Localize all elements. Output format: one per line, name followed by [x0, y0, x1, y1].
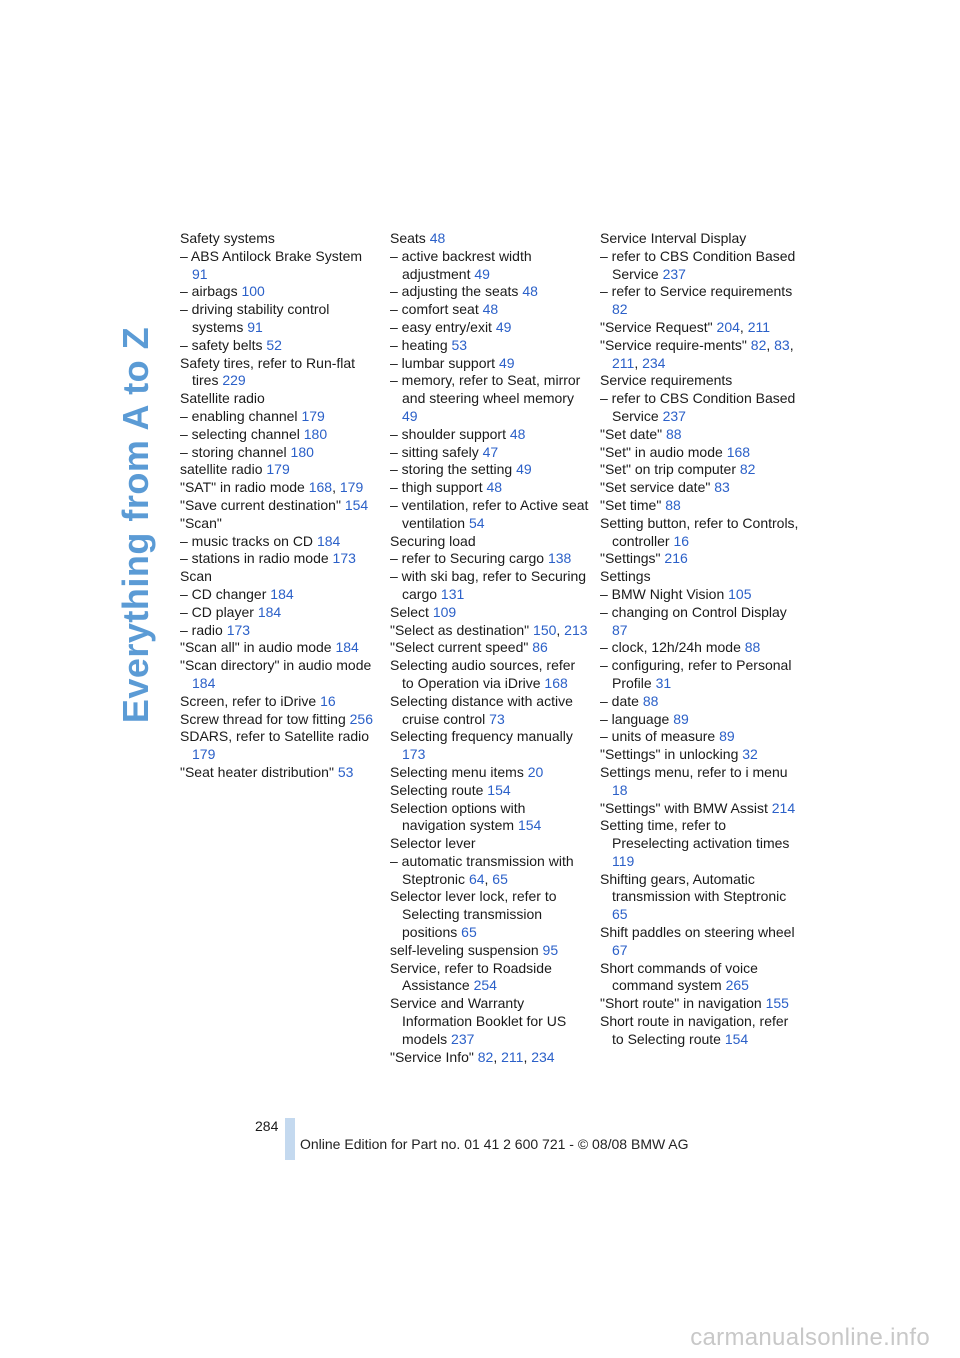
index-column-2	[390, 230, 590, 1066]
index-entry-text: SDARS, refer to Satellite radio	[180, 728, 370, 745]
index-entry	[600, 319, 800, 337]
page-reference-link[interactable]: 32	[742, 746, 758, 763]
page-reference-link[interactable]: 88	[665, 496, 681, 513]
index-entry-text: "Scan"	[180, 514, 222, 531]
page-reference-link[interactable]: 173	[226, 621, 251, 638]
index-entry-text: "Set" on trip computer	[600, 461, 740, 478]
index-entry	[600, 426, 800, 444]
index-entry	[390, 960, 590, 996]
index-entry-text: Screen, refer to iDrive	[180, 692, 321, 709]
page-reference-link[interactable]: 87	[612, 621, 628, 638]
page-reference-link[interactable]: 54	[468, 514, 485, 531]
page-reference-link[interactable]: 179	[301, 407, 325, 424]
index-entry	[390, 372, 590, 425]
page-reference-link[interactable]: 18	[612, 781, 628, 798]
index-entry-text: – sitting safely	[390, 443, 483, 460]
index-entry-text: – refer to CBS Condition Based Service	[600, 390, 796, 424]
index-column-1	[180, 230, 380, 782]
index-entry-text: Service requirements	[600, 372, 733, 389]
index-entry	[180, 408, 380, 426]
index-entry-text: "Seat heater distribution"	[180, 763, 338, 780]
index-entry-text: Short route in navigation, refer to Selecting route	[600, 1013, 789, 1047]
page-reference-link[interactable]: 16	[673, 532, 690, 549]
index-entry	[390, 942, 590, 960]
index-entry	[390, 248, 590, 284]
index-entry	[600, 390, 800, 426]
index-entry	[600, 1013, 800, 1049]
index-entry	[390, 337, 590, 355]
index-entry	[390, 604, 590, 622]
page-reference-link[interactable]: 179	[339, 479, 364, 496]
index-entry	[180, 764, 380, 782]
index-entry	[390, 995, 590, 1048]
index-entry-text: – changing on Control Display	[600, 603, 787, 620]
index-entry	[600, 657, 800, 693]
page-reference-link[interactable]: 49	[474, 265, 490, 282]
index-entry	[180, 550, 380, 568]
page-reference-link[interactable]: 48	[482, 301, 499, 318]
page-reference-link[interactable]: 168	[544, 674, 568, 691]
page-reference-link[interactable]: 168	[726, 443, 751, 460]
index-entry	[180, 568, 380, 586]
page-reference-link[interactable]: 184	[335, 639, 359, 656]
index-entry-text: – driving stability control systems	[180, 301, 330, 335]
page-reference-link[interactable]: 83	[714, 479, 730, 496]
index-entry	[180, 355, 380, 391]
page-reference-link[interactable]: 155	[765, 995, 789, 1012]
index-entry-text: – stations in radio mode	[180, 550, 333, 567]
index-entry	[390, 622, 590, 640]
index-entry	[390, 853, 590, 889]
page-ref-separator: ,	[789, 336, 794, 353]
page-reference-link[interactable]: 82	[739, 461, 756, 478]
index-entry	[600, 711, 800, 729]
index-entry-text: "Service Info"	[390, 1048, 478, 1065]
page-reference-link[interactable]: 89	[719, 728, 735, 745]
index-entry	[390, 426, 590, 444]
index-entry-text: Shift paddles on steering wheel	[600, 924, 795, 941]
index-entry-text: Safety systems	[180, 230, 275, 246]
index-entry-text: Service, refer to Roadside Assistance	[390, 959, 552, 994]
index-entry-text: – with ski bag, refer to Securing cargo	[390, 568, 587, 602]
index-entry	[390, 301, 590, 319]
index-entry	[180, 497, 380, 515]
index-entry-text: Selector lever	[390, 835, 476, 852]
index-entry-text: – selecting channel	[180, 425, 304, 442]
index-entry-text: "Service Request"	[600, 318, 717, 335]
index-entry-text: – airbags	[180, 283, 242, 300]
index-entry	[600, 444, 800, 462]
page-reference-link[interactable]: 211	[747, 318, 771, 335]
page-reference-link[interactable]: 67	[612, 941, 628, 958]
page-reference-link[interactable]: 229	[222, 372, 246, 389]
index-entry-text: Settings	[600, 568, 651, 585]
page-reference-link[interactable]: 88	[744, 639, 761, 656]
page-reference-link[interactable]: 184	[257, 603, 282, 620]
page-reference-link[interactable]: 254	[473, 977, 497, 994]
index-entry-text: "Short route" in navigation	[600, 995, 766, 1012]
page-ref-separator: ,	[634, 354, 643, 371]
index-entry	[390, 728, 590, 764]
index-entry	[390, 568, 590, 604]
page-reference-link[interactable]: 184	[192, 674, 216, 691]
page-reference-link[interactable]: 73	[489, 710, 505, 727]
page-reference-link[interactable]: 48	[522, 283, 538, 300]
page-reference-link[interactable]: 91	[192, 265, 208, 282]
page-ref-separator: ,	[739, 318, 748, 335]
index-entry	[600, 230, 800, 248]
page-reference-link[interactable]: 100	[241, 283, 265, 300]
index-column-3	[600, 230, 800, 1049]
page-reference-link[interactable]: 234	[531, 1048, 555, 1065]
page-reference-link[interactable]: 105	[728, 585, 752, 602]
index-entry	[600, 800, 800, 818]
index-entry-text: Seats	[390, 230, 430, 246]
page-ref-separator: ,	[332, 479, 340, 496]
index-entry-text: Shifting gears, Automatic transmission with Steptronic	[600, 870, 787, 905]
page-ref-separator: ,	[523, 1048, 532, 1065]
page-reference-link[interactable]: 65	[612, 906, 628, 923]
index-entry-text: satellite radio	[180, 461, 267, 478]
page-ref-separator: ,	[556, 621, 565, 638]
page-reference-link[interactable]: 214	[771, 799, 796, 816]
page-reference-link[interactable]: 179	[266, 461, 290, 478]
page-reference-link[interactable]: 154	[344, 496, 369, 513]
index-entry-text: – CD player	[180, 603, 258, 620]
index-entry	[600, 568, 800, 586]
index-entry	[390, 355, 590, 373]
index-entry-text: Setting button, refer to Controls, controller	[600, 514, 799, 549]
index-entry	[600, 728, 800, 746]
page-reference-link[interactable]: 237	[662, 265, 686, 282]
index-entry	[390, 782, 590, 800]
index-entry	[390, 800, 590, 836]
page-reference-link[interactable]: 16	[320, 692, 336, 709]
page-reference-link[interactable]: 213	[564, 621, 588, 638]
index-entry-text: Selecting route	[390, 781, 488, 798]
page-reference-link[interactable]: 237	[662, 407, 686, 424]
index-entry	[180, 444, 380, 462]
index-entry	[390, 444, 590, 462]
index-entry-text: "Save current destination"	[180, 496, 345, 513]
index-entry-text: Selecting audio sources, refer to Operation via iDrive	[390, 657, 576, 691]
index-entry-text: Satellite radio	[180, 390, 265, 407]
index-entry	[600, 248, 800, 284]
page-reference-link[interactable]: 52	[266, 336, 282, 353]
page-reference-link[interactable]: 95	[542, 941, 559, 958]
index-entry	[390, 888, 590, 941]
index-entry	[180, 711, 380, 729]
page-reference-link[interactable]: 49	[402, 407, 418, 424]
index-entry-text: "Scan all" in audio mode	[180, 639, 336, 656]
index-entry-text: – refer to Service requirements	[600, 283, 793, 300]
page-reference-link[interactable]: 211	[612, 354, 635, 371]
page-ref-separator: ,	[493, 1048, 502, 1065]
index-entry-text: "Set service date"	[600, 479, 715, 496]
index-entry-text: "Settings"	[600, 550, 665, 567]
index-entry-text: Short commands of voice command system	[600, 959, 758, 994]
page-reference-link[interactable]: 265	[725, 977, 749, 994]
index-entry	[180, 461, 380, 479]
index-entry-text: Select	[390, 603, 433, 620]
index-entry	[600, 604, 800, 640]
index-entry	[600, 817, 800, 870]
page-reference-link[interactable]: 49	[495, 318, 512, 335]
page-reference-link[interactable]: 180	[303, 425, 328, 442]
index-entry-text: – lumbar support	[390, 354, 499, 371]
index-entry	[390, 533, 590, 551]
index-entry-text: Selecting frequency manually	[390, 728, 573, 745]
index-entry-text: "Select current speed"	[390, 639, 533, 656]
index-entry-text: – refer to Securing cargo	[390, 550, 548, 567]
page-reference-link[interactable]: 237	[451, 1030, 475, 1047]
page-reference-link[interactable]: 64	[468, 870, 485, 887]
index-entry-text: self-leveling suspension	[390, 941, 543, 958]
index-entry-text: "Service require-ments"	[600, 336, 751, 353]
page-reference-link[interactable]: 184	[270, 585, 294, 602]
page-reference-link[interactable]: 53	[451, 336, 468, 353]
index-entry	[390, 1049, 590, 1067]
page-reference-link[interactable]: 173	[332, 550, 356, 567]
index-entry	[390, 497, 590, 533]
page-reference-link[interactable]: 20	[527, 763, 544, 780]
page-reference-link[interactable]: 204	[716, 318, 740, 335]
index-entry-text: – memory, refer to Seat, mirror and steering wheel memory	[390, 372, 581, 407]
index-entry-text: Selection options with navigation system	[390, 799, 526, 834]
index-entry	[600, 283, 800, 319]
index-entry	[180, 337, 380, 355]
index-entry-text: – ABS Antilock Brake System	[180, 247, 363, 264]
index-entry	[600, 995, 800, 1013]
index-entry-text: Service Interval Display	[600, 230, 747, 246]
page-reference-link[interactable]: 150	[533, 621, 557, 638]
page-reference-link[interactable]: 82	[750, 336, 767, 353]
index-entry-text: – refer to CBS Condition Based Service	[600, 247, 796, 282]
index-entry	[600, 746, 800, 764]
index-entry-text: Securing load	[390, 532, 476, 549]
page-ref-separator: ,	[484, 870, 493, 887]
index-entry	[600, 639, 800, 657]
page-reference-link[interactable]: 211	[501, 1048, 524, 1065]
page-reference-link[interactable]: 154	[724, 1030, 749, 1047]
index-entry	[390, 230, 590, 248]
page-reference-link[interactable]: 89	[673, 710, 689, 727]
index-entry-text: "Set date"	[600, 425, 666, 442]
index-entry	[600, 586, 800, 604]
page-reference-link[interactable]: 216	[664, 550, 688, 567]
index-entry	[600, 960, 800, 996]
index-entry	[180, 586, 380, 604]
side-section-title-container	[116, 230, 156, 820]
index-entry-text: Settings menu, refer to i menu	[600, 763, 788, 780]
index-entry-text: – heating	[390, 336, 452, 353]
page-reference-link[interactable]: 91	[247, 318, 263, 335]
index-entry-text: Service and Warranty Information Booklet for US models	[390, 995, 567, 1047]
page-reference-link[interactable]: 168	[308, 479, 333, 496]
index-entry	[600, 479, 800, 497]
index-entry	[180, 301, 380, 337]
page-reference-link[interactable]: 48	[509, 425, 526, 442]
index-entry-text: "SAT" in radio mode	[180, 479, 309, 496]
index-entry-text: – easy entry/exit	[390, 318, 496, 335]
index-entry-text: "Settings" in unlocking	[600, 746, 743, 763]
page-reference-link[interactable]: 173	[402, 746, 426, 763]
page-reference-link[interactable]: 138	[547, 550, 572, 567]
page-ref-separator: ,	[766, 336, 775, 353]
index-entry-text: – language	[600, 710, 674, 727]
index-entry-text: – comfort seat	[390, 301, 483, 318]
index-entry-text: – ventilation, refer to Active seat ventilation	[390, 496, 589, 531]
index-entry-text: "Select as destination"	[390, 621, 534, 638]
index-entry-text: – active backrest width adjustment	[390, 247, 532, 282]
index-entry	[180, 693, 380, 711]
index-entry-text: – adjusting the seats	[390, 283, 523, 300]
footer-accent-bar	[285, 1118, 295, 1160]
index-entry	[180, 479, 380, 497]
page-reference-link[interactable]: 88	[665, 425, 682, 442]
index-entry	[390, 319, 590, 337]
index-entry-text: – storing channel	[180, 443, 291, 460]
index-entry	[180, 426, 380, 444]
index-entry	[180, 604, 380, 622]
index-entry-text: – units of measure	[600, 728, 720, 745]
index-entry-text: – enabling channel	[180, 407, 302, 424]
index-entry	[180, 533, 380, 551]
index-entry	[180, 622, 380, 640]
index-entry	[180, 728, 380, 764]
index-entry-text: Safety tires, refer to Run-flat tires	[180, 354, 356, 389]
index-entry-text: Setting time, refer to Preselecting activation times	[600, 817, 790, 852]
page-reference-link[interactable]: 180	[290, 443, 314, 460]
index-entry-text: – BMW Night Vision	[600, 585, 729, 602]
index-entry	[390, 461, 590, 479]
page-reference-link[interactable]: 119	[612, 852, 635, 869]
index-entry-text: Selecting distance with active cruise control	[390, 692, 573, 727]
page-reference-link[interactable]: 109	[432, 603, 457, 620]
index-entry	[600, 764, 800, 800]
index-entry-text: Screw thread for tow fitting	[180, 710, 350, 727]
index-entry	[390, 283, 590, 301]
page-reference-link[interactable]: 234	[642, 354, 666, 371]
index-entry	[600, 924, 800, 960]
index-entry-text: – configuring, refer to Personal Profile	[600, 657, 792, 691]
side-section-title: Everything from A to Z	[115, 326, 156, 724]
page-reference-link[interactable]: 65	[492, 870, 508, 887]
index-entry	[180, 230, 380, 248]
index-entry-text: – music tracks on CD	[180, 532, 317, 549]
page-reference-link[interactable]: 86	[532, 639, 548, 656]
index-entry	[600, 337, 800, 373]
page-reference-link[interactable]: 47	[482, 443, 499, 460]
index-entry	[180, 657, 380, 693]
index-entry-text: "Set time"	[600, 496, 666, 513]
page-reference-link[interactable]: 49	[516, 461, 532, 478]
page-reference-link[interactable]: 65	[461, 924, 477, 941]
page-number: 284	[255, 1118, 279, 1134]
index-entry-text: – safety belts	[180, 336, 267, 353]
index-entry-text: Selector lever lock, refer to Selecting transmission positions	[390, 888, 557, 941]
page-reference-link[interactable]: 48	[429, 230, 446, 246]
page-reference-link[interactable]: 184	[316, 532, 341, 549]
page-reference-link[interactable]: 88	[642, 692, 659, 709]
index-entry-text: – radio	[180, 621, 227, 638]
index-entry	[390, 835, 590, 853]
index-entry	[180, 639, 380, 657]
page-reference-link[interactable]: 131	[440, 585, 465, 602]
index-entry	[180, 390, 380, 408]
page-reference-link[interactable]: 49	[498, 354, 515, 371]
index-entry	[600, 871, 800, 924]
page-reference-link[interactable]: 256	[349, 710, 373, 727]
index-entry	[600, 693, 800, 711]
page-reference-link[interactable]: 179	[192, 746, 216, 763]
index-entry-text: – shoulder support	[390, 425, 510, 442]
index-entry	[180, 515, 380, 533]
index-entry	[390, 657, 590, 693]
index-entry-text: – storing the setting	[390, 461, 517, 478]
index-entry-text: "Settings" with BMW Assist	[600, 799, 772, 816]
index-entry-text: – automatic transmission with Steptronic	[390, 852, 574, 887]
index-entry-text: Scan	[180, 568, 212, 585]
index-entry	[390, 639, 590, 657]
page-reference-link[interactable]: 31	[655, 674, 672, 691]
page-reference-link[interactable]: 53	[337, 763, 354, 780]
index-entry-text: – thigh support	[390, 479, 487, 496]
page-reference-link[interactable]: 82	[612, 301, 628, 318]
index-entry-text: "Set" in audio mode	[600, 443, 727, 460]
index-entry	[180, 248, 380, 284]
page-reference-link[interactable]: 82	[477, 1048, 494, 1065]
index-entry	[390, 693, 590, 729]
index-entry	[600, 550, 800, 568]
index-entry	[600, 515, 800, 551]
page-reference-link[interactable]: 154	[487, 781, 511, 798]
footer-edition-text: Online Edition for Part no. 01 41 2 600 721 - © 08/08 BMW AG	[300, 1136, 689, 1152]
index-entry	[390, 764, 590, 782]
index-entry	[600, 461, 800, 479]
index-entry	[600, 497, 800, 515]
index-entry	[390, 479, 590, 497]
index-entry	[390, 550, 590, 568]
index-entry-text: – clock, 12h/24h mode	[600, 639, 745, 656]
index-entry	[600, 372, 800, 390]
page-reference-link[interactable]: 48	[486, 479, 503, 496]
index-entry	[180, 283, 380, 301]
page-reference-link[interactable]: 154	[517, 817, 542, 834]
index-entry-text: Selecting menu items	[390, 763, 528, 780]
page-reference-link[interactable]: 83	[774, 336, 790, 353]
index-entry-text: – CD changer	[180, 585, 271, 602]
index-entry-text: "Scan directory" in audio mode	[180, 657, 372, 674]
watermark: carmanualsonline.info	[690, 1324, 930, 1351]
index-entry-text: – date	[600, 692, 643, 709]
